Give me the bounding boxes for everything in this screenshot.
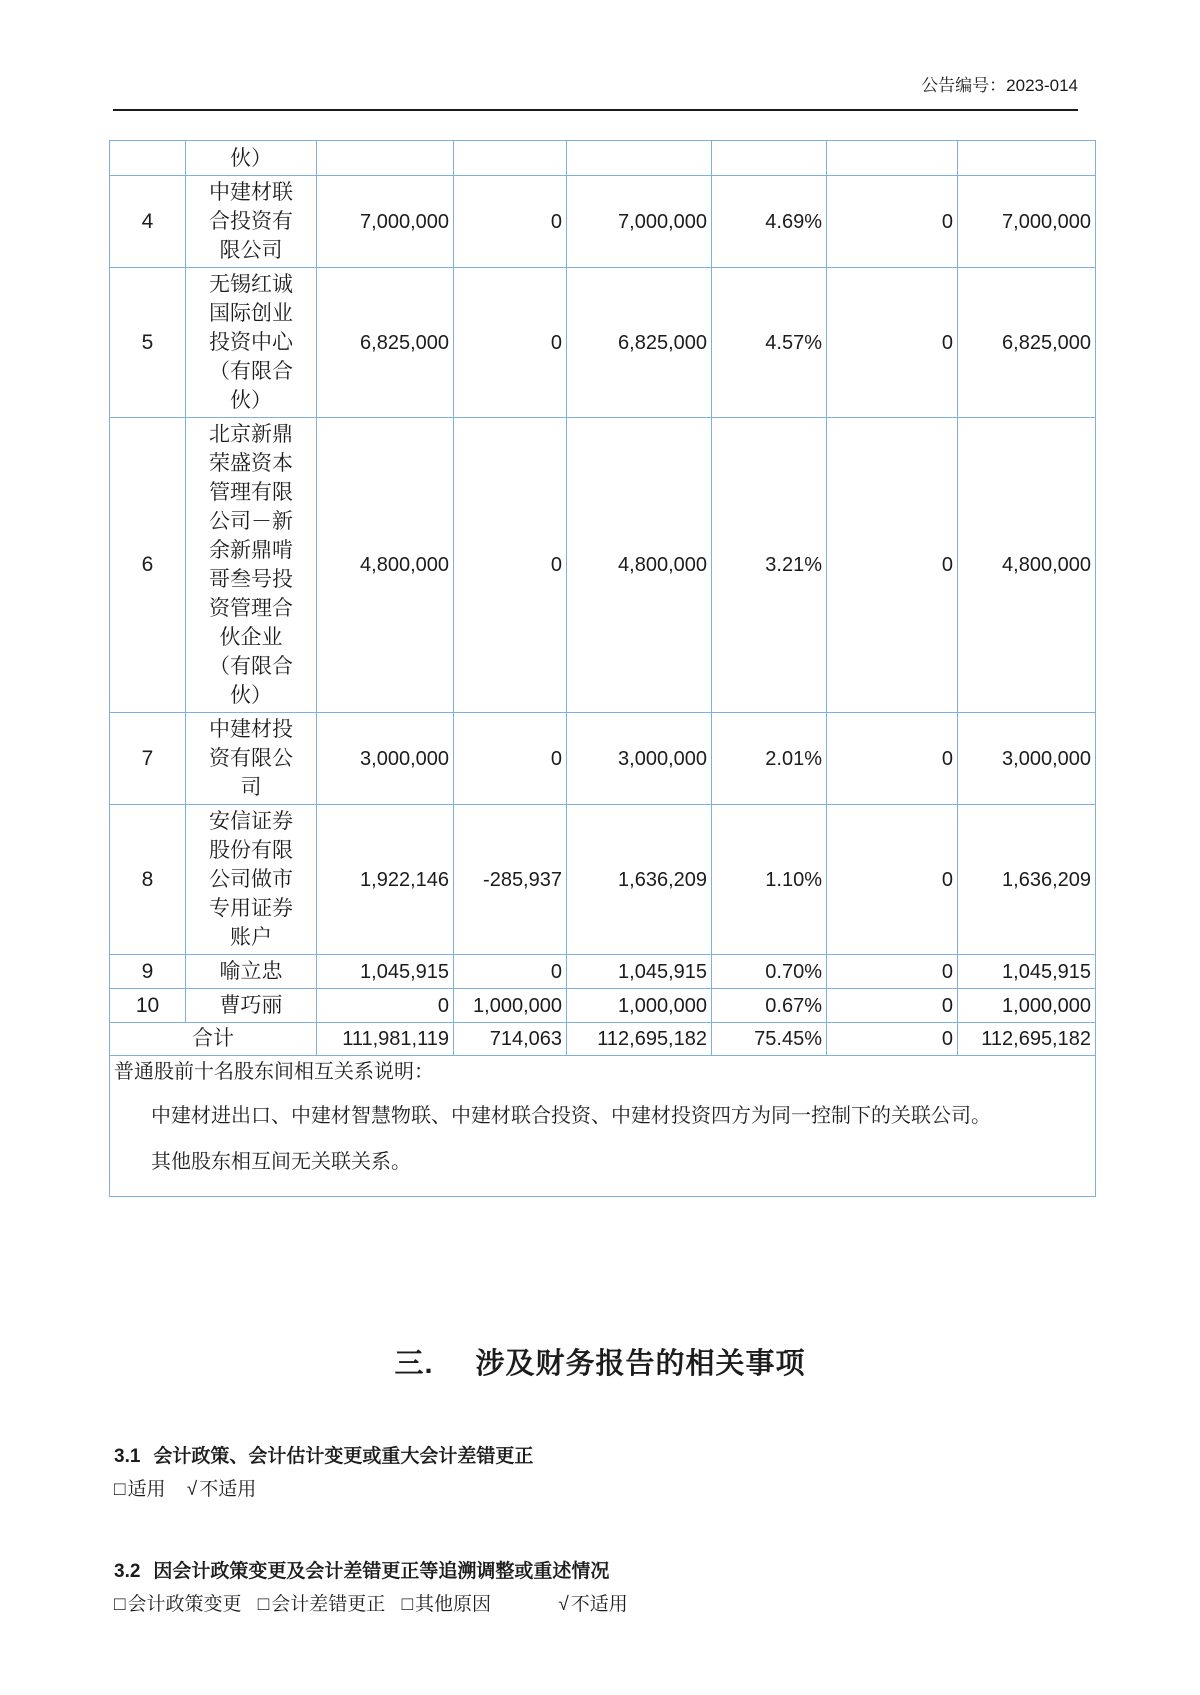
total-row [110, 1023, 1096, 1056]
cell-value: 4,800,000 [958, 418, 1096, 713]
cell-value: 7,000,000 [317, 176, 454, 268]
cell-value [712, 141, 827, 176]
table-row [110, 713, 1096, 805]
table-row [110, 268, 1096, 418]
option-policy-change [114, 1594, 242, 1615]
cell-value: 2.01% [712, 713, 827, 805]
cell-value: 4,800,000 [567, 418, 712, 713]
cell-value: 1,000,000 [958, 989, 1096, 1023]
cell-value: 0 [827, 176, 958, 268]
cell-value: 1,000,000 [567, 989, 712, 1023]
cell-value: 0 [454, 418, 567, 713]
option-not-applicable-label: 不适用 [199, 1479, 257, 1500]
cell-value: 6,825,000 [317, 268, 454, 418]
checkbox-unchecked-icon: □ [257, 1594, 270, 1615]
cell-value: 4.69% [712, 176, 827, 268]
cell-rank: 9 [110, 955, 186, 989]
option-other-reason [402, 1594, 492, 1615]
subsection-3-1 [114, 1444, 1200, 1503]
cell-rank: 6 [110, 418, 186, 713]
cell-value: 0 [827, 418, 958, 713]
table-row [110, 176, 1096, 268]
subsection-3-1-text: 会计政策、会计估计变更或重大会计差错更正 [153, 1446, 534, 1467]
total-label: 合计 [110, 1023, 317, 1056]
cell-value: 0.67% [712, 989, 827, 1023]
option-policy-change-label: 会计政策变更 [127, 1594, 242, 1615]
cell-shareholder-name [186, 955, 317, 989]
shareholder-name-text: 中建材投资有限公司 [209, 718, 293, 799]
cell-shareholder-name [186, 805, 317, 955]
cell-value: 7,000,000 [567, 176, 712, 268]
cell-value: 0 [827, 805, 958, 955]
cell-shareholder-name [186, 268, 317, 418]
subsection-3-1-number: 3.1 [114, 1446, 141, 1467]
option-not-applicable [558, 1594, 627, 1615]
header-divider [113, 109, 1078, 111]
total-value-cell: 0 [827, 1023, 958, 1056]
cell-rank: 4 [110, 176, 186, 268]
total-value-cell: 112,695,182 [567, 1023, 712, 1056]
cell-value: 1,636,209 [567, 805, 712, 955]
cell-shareholder-name [186, 141, 317, 176]
checkmark-icon: √ [186, 1479, 198, 1500]
option-error-correction-label: 会计差错更正 [271, 1594, 386, 1615]
subsection-3-1-options [114, 1477, 1200, 1503]
cell-value: 0 [454, 176, 567, 268]
checkbox-unchecked-icon: □ [114, 1594, 126, 1615]
table-row [110, 989, 1096, 1023]
cell-rank: 10 [110, 989, 186, 1023]
subsection-3-2-options [114, 1592, 1200, 1618]
total-value-cell: 75.45% [712, 1023, 827, 1056]
cell-value: -285,937 [454, 805, 567, 955]
option-applicable [114, 1479, 166, 1500]
cell-rank: 5 [110, 268, 186, 418]
cell-value: 1,000,000 [454, 989, 567, 1023]
shareholder-name-text: 无锡红诚国际创业投资中心（有限合伙） [209, 273, 293, 412]
cell-value: 0 [827, 989, 958, 1023]
cell-value: 4.57% [712, 268, 827, 418]
shareholders-table [109, 140, 1096, 1197]
cell-value [827, 141, 958, 176]
section-3-number: 三. [394, 1348, 434, 1380]
notes-row [110, 1056, 1096, 1197]
section-3-title: 涉及财务报告的相关事项 [475, 1348, 806, 1380]
cell-value: 0 [827, 713, 958, 805]
option-not-applicable-label: 不适用 [570, 1594, 628, 1615]
notes-line-2: 其他股东相互间无关联关系。 [151, 1151, 411, 1173]
option-not-applicable [187, 1479, 256, 1500]
cell-shareholder-name [186, 418, 317, 713]
checkmark-icon: √ [558, 1594, 569, 1615]
cell-value: 3.21% [712, 418, 827, 713]
shareholder-name-text: 喻立忠 [219, 960, 283, 983]
option-error-correction [258, 1594, 386, 1615]
option-other-reason-label: 其他原因 [415, 1594, 492, 1615]
cell-value: 1,045,915 [567, 955, 712, 989]
cell-shareholder-name [186, 713, 317, 805]
cell-value: 6,825,000 [958, 268, 1096, 418]
table-row [110, 418, 1096, 713]
notes-title: 普通股前十名股东间相互关系说明： [114, 1061, 434, 1083]
shareholder-name-text: 中建材联合投资有限公司 [209, 181, 293, 262]
total-value-cell: 112,695,182 [958, 1023, 1096, 1056]
checkbox-unchecked-icon: □ [114, 1479, 126, 1500]
cell-rank: 7 [110, 713, 186, 805]
cell-value: 1.10% [712, 805, 827, 955]
total-value-cell: 714,063 [454, 1023, 567, 1056]
cell-value: 1,045,915 [958, 955, 1096, 989]
cell-value: 3,000,000 [317, 713, 454, 805]
cell-value: 0 [317, 989, 454, 1023]
cell-value: 0 [827, 268, 958, 418]
notes-cell [110, 1056, 1096, 1197]
option-applicable-label: 适用 [127, 1479, 166, 1500]
cell-value: 7,000,000 [958, 176, 1096, 268]
section-3-heading [0, 1347, 1200, 1381]
subsection-3-2-number: 3.2 [114, 1561, 141, 1582]
cell-value: 3,000,000 [958, 713, 1096, 805]
table-row [110, 805, 1096, 955]
shareholder-name-text: 伙） [230, 146, 272, 170]
cell-value: 0 [827, 955, 958, 989]
cell-value: 0 [454, 713, 567, 805]
subsection-3-2 [114, 1559, 1200, 1618]
cell-value: 1,636,209 [958, 805, 1096, 955]
table-row [110, 955, 1096, 989]
cell-shareholder-name [186, 176, 317, 268]
cell-value: 4,800,000 [317, 418, 454, 713]
notes-line-1: 中建材进出口、中建材智慧物联、中建材联合投资、中建材投资四方为同一控制下的关联公司。 [151, 1105, 991, 1127]
shareholder-name-text: 曹巧丽 [219, 994, 283, 1017]
cell-value: 6,825,000 [567, 268, 712, 418]
cell-rank [110, 141, 186, 176]
checkbox-unchecked-icon: □ [401, 1594, 414, 1615]
shareholder-name-text: 安信证券股份有限公司做市专用证券账户 [209, 810, 293, 949]
subsection-3-2-title [114, 1559, 1200, 1585]
cell-value [958, 141, 1096, 176]
cell-value: 0.70% [712, 955, 827, 989]
subsection-3-2-text: 因会计政策变更及会计差错更正等追溯调整或重述情况 [153, 1561, 610, 1582]
subsection-3-1-title [114, 1444, 1200, 1470]
cell-shareholder-name [186, 989, 317, 1023]
cell-value: 3,000,000 [567, 713, 712, 805]
cell-value [567, 141, 712, 176]
cell-value: 1,045,915 [317, 955, 454, 989]
total-value-cell: 111,981,119 [317, 1023, 454, 1056]
cell-value [317, 141, 454, 176]
announcement-number: 公告编号：2023-014 [921, 76, 1078, 95]
cell-value: 0 [454, 955, 567, 989]
cell-rank: 8 [110, 805, 186, 955]
table-row [110, 141, 1096, 176]
shareholder-name-text: 北京新鼎荣盛资本管理有限公司－新余新鼎啃哥叁号投资管理合伙企业（有限合伙） [209, 423, 293, 707]
cell-value [454, 141, 567, 176]
cell-value: 0 [454, 268, 567, 418]
cell-value: 1,922,146 [317, 805, 454, 955]
